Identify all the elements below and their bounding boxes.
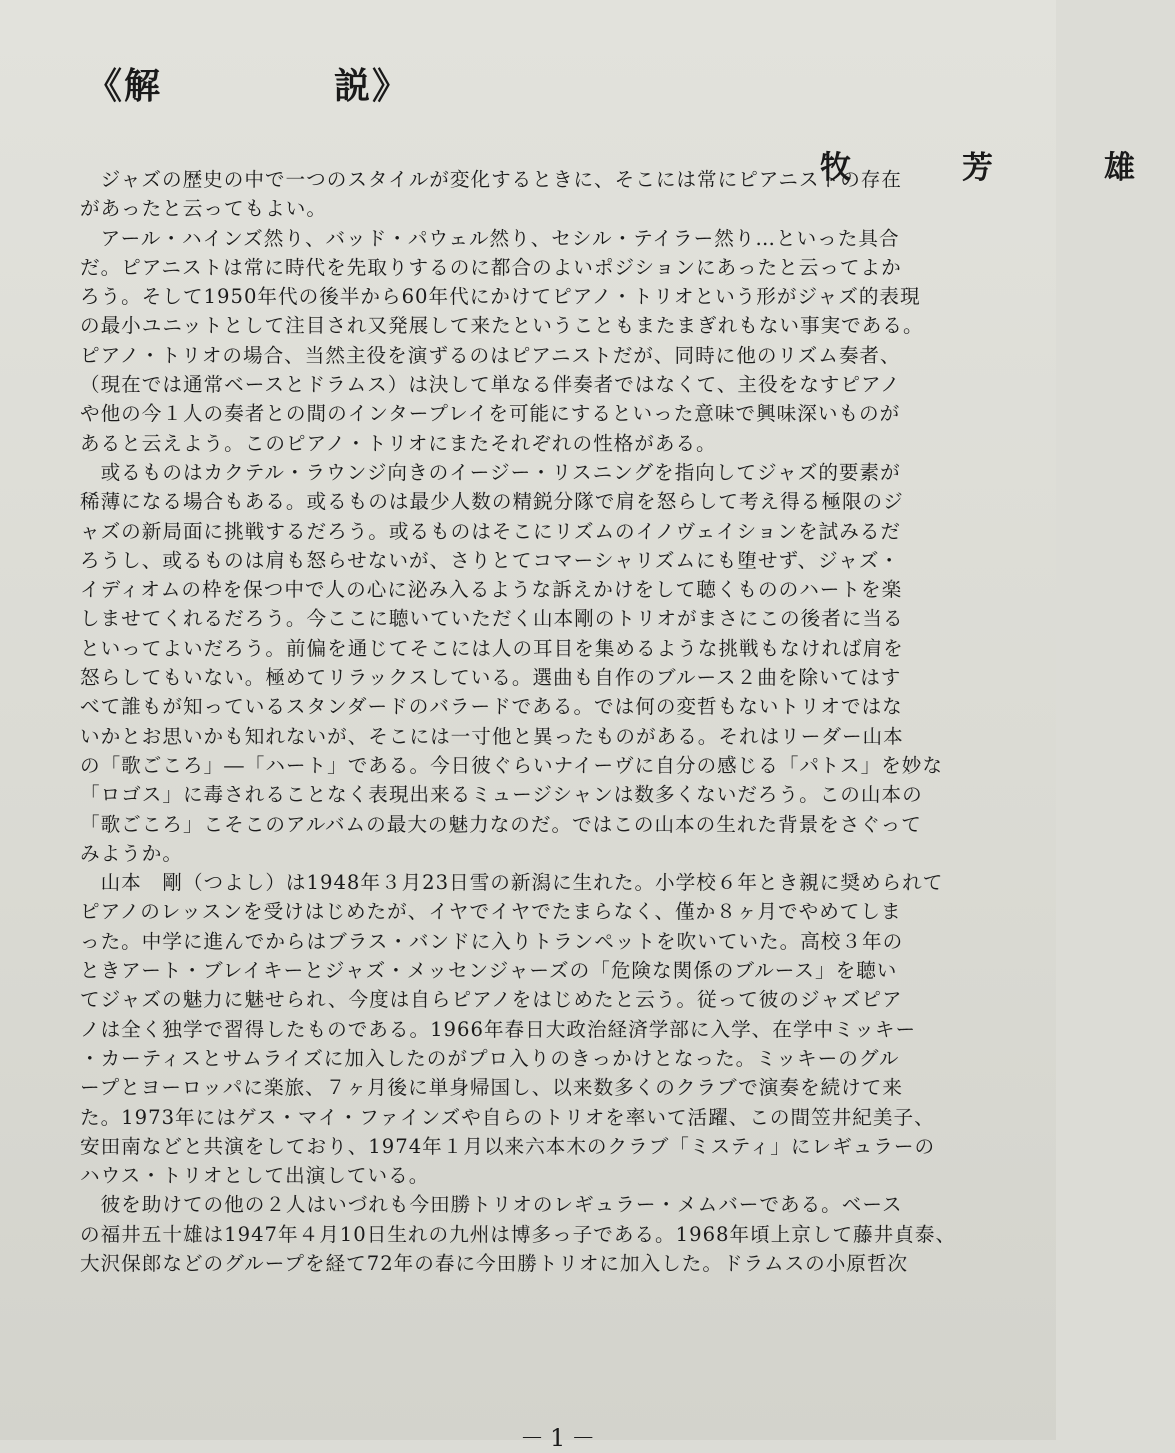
heading-right: 説》 [334,65,411,107]
text-line: ろう。そして1950年代の後半から60年代にかけてピアノ・トリオという形がジャズ的表現 [80,285,921,309]
text-line: ジャズの歴史の中で一つのスタイルが変化するときに、そこには常にピアニストの存在 [80,168,902,191]
text-line: 山本 剛（つよし）は1948年３月23日雪の新潟に生れた。小学校６年とき親に奨められて [80,871,944,895]
text-line: 大沢保郎などのグループを経て72年の春に今田勝トリオに加入した。ドラムスの小原哲次 [80,1251,909,1275]
text-line: ャズの新局面に挑戦するだろう。或るものはそこにリズムのイノヴェイションを試みるだ [80,519,902,543]
text-line: 「ロゴス」に毒されることなく表現出来るミュージシャンは数多くないだろう。この山本の [80,783,923,807]
text-line: べて誰もが知っているスタンダードのバラードである。では何の変哲もないトリオではな [80,695,903,719]
text-line: 「歌ごころ」こそこのアルバムの最大の魅力なのだ。ではこの山本の生れた背景をさぐって [80,812,922,836]
text-line: イディオムの枠を保つ中で人の心に泌み入るような訴えかけをして聴くもののハートを楽 [80,578,903,602]
text-line: いかとお思いかも知れないが、そこには一寸他と異ったものがある。それはリーダー山本 [80,724,904,748]
text-line: や他の今１人の奏者との間のインタープレイを可能にするといった意味で興味深いものが [80,402,901,426]
text-line: ピアノ・トリオの場合、当然主役を演ずるのはピアニストだが、同時に他のリズム奏者、 [80,343,901,367]
text-line: 怒らしてもいない。極めてリラックスしている。選曲も自作のブルース２曲を除いてはす [80,666,902,690]
heading-left: 《解 [86,65,163,107]
text-line: ・カーティスとサムライズに加入したのがプロ入りのきっかけとなった。ミッキーのグル [80,1046,900,1070]
text-line: の福井五十雄は1947年４月10日生れの九州は博多っ子である。1968年頃上京して藤井貞泰、 [80,1222,957,1246]
text-line: た。1973年にはゲス・マイ・ファインズや自らのトリオを率いて活躍、この間笠井紀美子、 [80,1105,935,1129]
body-text [80,165,1040,1278]
text-line: ろうし、或るものは肩も怒らせないが、さりとてコマーシャリズムにも堕せず、ジャズ・ [80,548,901,572]
text-line: みようか。 [80,841,183,865]
text-line: 安田南などと共演をしており、1974年１月以来六本木のクラブ「ミスティ」にレギュラーの [80,1134,936,1158]
author-name: 牧 芳 雄 [820,150,1175,186]
text-line: しませてくれるだろう。今ここに聴いていただく山本剛のトリオがまさにこの後者に当る [80,607,904,631]
text-line: だ。ピアニストは常に時代を先取りするのに都合のよいポジションにあったと云ってよか [80,255,902,279]
text-line: ハウス・トリオとして出演している。 [80,1164,430,1188]
text-line: 彼を助けての他の２人はいづれも今田勝トリオのレギュラー・メムバーである。ベース [80,1193,903,1217]
text-line: アール・ハインズ然り、バッド・パウェル然り、セシル・テイラー然り…といった具合 [80,226,900,250]
text-line: ープとヨーロッパに楽旅、７ヶ月後に単身帰国し、以来数多くのクラブで演奏を続けて来 [80,1076,903,1100]
text-line: があったと云ってもよい。 [80,197,327,221]
text-line: ピアノのレッスンを受けはじめたが、イヤでイヤでたまらなく、僅か８ヶ月でやめてしま [80,900,902,924]
text-line: った。中学に進んでからはブラス・バンドに入りトランペットを吹いていた。高校３年の [80,929,904,953]
text-line: あると云えよう。このピアノ・トリオにまたそれぞれの性格がある。 [80,431,717,455]
text-line: ノは全く独学で習得したものである。1966年春日大政治経済学部に入学、在学中ミッキー [80,1017,917,1041]
text-line: の最小ユニットとして注目され又発展して来たということもまたまぎれもない事実である。 [80,314,924,338]
text-line: 或るものはカクテル・ラウンジ向きのイージー・リスニングを指向してジャズ的要素が [80,460,901,484]
text-line: ときアート・ブレイキーとジャズ・メッセンジャーズの「危険な関係のブルース」を聴い [80,959,898,983]
text-line: 稀薄になる場合もある。或るものは最少人数の精鋭分隊で肩を怒らして考え得る極限のジ [80,490,904,514]
text-line: てジャズの魅力に魅せられ、今度は自らピアノをはじめたと云う。従って彼のジャズピア [80,988,903,1012]
page-number: －1－ [520,1424,602,1452]
text-line: といってよいだろう。前偏を通じてそこには人の耳目を集めるような挑戦もなければ肩を [80,636,904,660]
text-line: （現在では通常ベースとドラムス）は決して単なる伴奏者ではなくて、主役をなすピアノ [80,373,901,397]
text-line: の「歌ごころ」―「ハート」である。今日彼ぐらいナイーヴに自分の感じる「パトス」を妙な [80,753,943,777]
